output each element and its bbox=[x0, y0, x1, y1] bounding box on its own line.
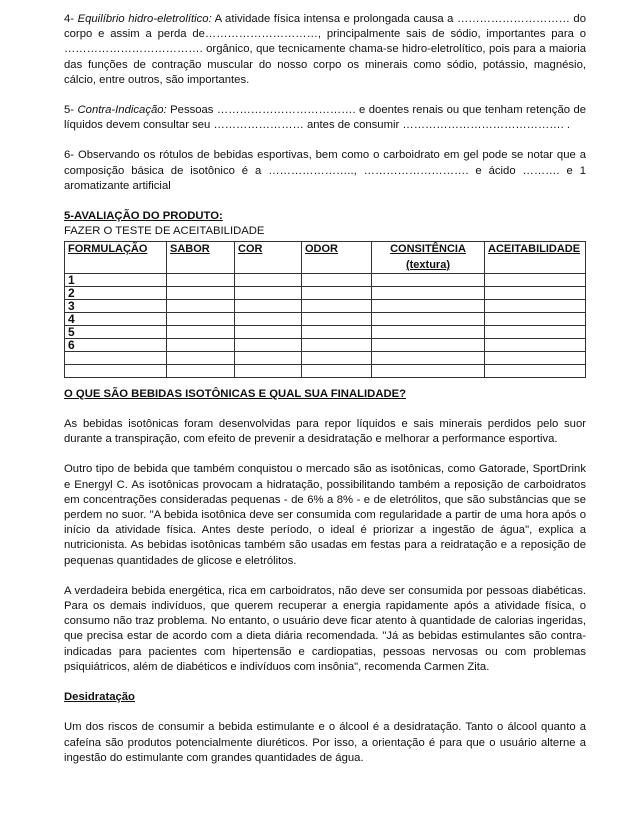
section-4-text: A atividade física intensa e prolongada causa a ………………………… do corpo e assim a perda de…………………………, principalmente sais de sódio, importantes para o ………………………………. orgânico, que tecnicamente chama-se hidro-eletrolítico, pois para a maioria das funções de contração muscular do nosso corpo os minerais como sódio, potássio, magnésio, cálcio, entre outros, são importantes. bbox=[64, 13, 586, 86]
column-header-text: CONSITÊNCIA bbox=[390, 243, 466, 256]
table-cell bbox=[485, 312, 586, 325]
row-number-cell: 4 bbox=[65, 312, 167, 325]
column-header: SABOR bbox=[167, 242, 235, 273]
row-number-cell: 1 bbox=[65, 273, 167, 286]
table-cell bbox=[302, 338, 372, 351]
table-row bbox=[65, 364, 586, 377]
section-4-title: Equilíbrio hidro-eletrolítico: bbox=[77, 13, 212, 25]
table-cell bbox=[372, 286, 485, 299]
dehydration-heading: Desidratação bbox=[64, 691, 135, 704]
table-cell bbox=[485, 364, 586, 377]
table-cell bbox=[167, 325, 235, 338]
table-cell bbox=[372, 312, 485, 325]
table-row bbox=[65, 299, 586, 312]
table-row bbox=[65, 273, 586, 286]
table-cell bbox=[302, 351, 372, 364]
table-cell bbox=[235, 299, 302, 312]
table-cell bbox=[167, 273, 235, 286]
table-cell bbox=[485, 338, 586, 351]
table-cell bbox=[167, 351, 235, 364]
table-cell bbox=[235, 312, 302, 325]
table-cell bbox=[372, 338, 485, 351]
table-row bbox=[65, 351, 586, 364]
row-number-cell: 6 bbox=[65, 338, 167, 351]
table-cell bbox=[302, 273, 372, 286]
table-cell bbox=[302, 364, 372, 377]
table-cell bbox=[235, 364, 302, 377]
table-cell bbox=[235, 351, 302, 364]
article-paragraph-3: A verdadeira bebida energética, rica em carboidratos, não deve ser consumida por pessoas diabéticas. Para os demais indivíduos, que querem recuperar a energia rapidamente após a atividade física, o consumo não traz problema. No entanto, o usuário deve ficar atento à quantidade de calorias ingeridas, que precisa estar de acordo com a dieta diária recomendada. "Já as bebidas estimulantes são contra-indicadas para pacientes com hipertensão e cardiopatias, pessoas nervosas ou com problemas psiquiátricos, além de diabéticos e indivíduos com insônia", recomenda Carmen Zita. bbox=[64, 584, 586, 673]
table-cell bbox=[167, 299, 235, 312]
table-cell bbox=[485, 273, 586, 286]
column-header: ODOR bbox=[302, 242, 372, 273]
article-paragraph-2: Outro tipo de bebida que também conquistou o mercado são as isotônicas, como Gatorade, SportDrink e Energyl C. As isotônicas provocam a hidratação, possibilitando também a reposição de carboidratos em concentrações consideradas pequenas - de 6% a 8% - e de eletrólitos, que são substâncias que se perdem no suor. "A bebida isotônica deve ser consumida com regularidade a partir de uma hora após o início da atividade física. Antes deste período, o ideal é priorizar a ingestão de água", explica a nutricionista. As bebidas isotônicas também são usadas em festas para a reidratação e a reposição de pequenas quantidades de glicose e eletrólitos. bbox=[64, 463, 586, 567]
table-cell bbox=[372, 299, 485, 312]
section-5-paragraph bbox=[64, 103, 586, 133]
evaluation-subheading: FAZER O TESTE DE ACEITABILIDADE bbox=[64, 225, 265, 238]
table-cell bbox=[167, 312, 235, 325]
article-heading: O QUE SÃO BEBIDAS ISOTÔNICAS E QUAL SUA FINALIDADE? bbox=[64, 387, 407, 400]
table-cell bbox=[167, 364, 235, 377]
table-cell bbox=[372, 325, 485, 338]
table-cell bbox=[485, 299, 586, 312]
column-header: ACEITABILIDADE bbox=[485, 242, 586, 273]
section-5-text: Pessoas ………………………………. e doentes renais ou que tenham retenção de líquidos devem consultar seu …………………… antes de consumir ……………………………………. . bbox=[64, 104, 587, 132]
table-cell bbox=[302, 325, 372, 338]
table-cell bbox=[302, 312, 372, 325]
section-6-paragraph: 6- Observando os rótulos de bebidas esportivas, bem como o carboidrato em gel pode se notar que a composição básica de isotônico é a ………………….., ………………………. e ácido ………. e 1 aromatizante artificial bbox=[64, 149, 586, 192]
table-cell bbox=[235, 286, 302, 299]
article-paragraph-4: Um dos riscos de consumir a bebida estimulante e o álcool é a desidratação. Tanto o álcool quanto a cafeína são produtos potencialmente diuréticos. Por isso, a orientação é para que o usuário alterne a ingestão do estimulante com grandes quantidades de água. bbox=[64, 721, 586, 764]
table-header-row bbox=[65, 242, 586, 273]
row-number-cell: 3 bbox=[65, 299, 167, 312]
table-row bbox=[65, 286, 586, 299]
section-5-number: 5- bbox=[64, 104, 75, 117]
table-cell bbox=[235, 273, 302, 286]
table-cell bbox=[372, 351, 485, 364]
table-cell bbox=[167, 286, 235, 299]
column-header-note: (textura) bbox=[405, 258, 450, 271]
table-cell bbox=[302, 299, 372, 312]
table-cell bbox=[167, 338, 235, 351]
section-4-paragraph bbox=[64, 12, 586, 88]
table-cell bbox=[235, 325, 302, 338]
row-number-cell: 5 bbox=[65, 325, 167, 338]
table-row bbox=[65, 325, 586, 338]
table-cell bbox=[372, 364, 485, 377]
column-header: COR bbox=[235, 242, 302, 273]
row-number-cell bbox=[65, 351, 167, 364]
row-number-cell: 2 bbox=[65, 286, 167, 299]
table-cell bbox=[485, 351, 586, 364]
table-cell bbox=[235, 338, 302, 351]
table-cell bbox=[485, 286, 586, 299]
document-page bbox=[64, 12, 586, 766]
acceptability-table bbox=[64, 241, 586, 377]
section-4-number: 4- bbox=[64, 13, 75, 25]
table-cell bbox=[372, 273, 485, 286]
table-row bbox=[65, 312, 586, 325]
column-header-consistency bbox=[372, 242, 485, 273]
row-number-cell bbox=[65, 364, 167, 377]
column-header: FORMULAÇÃO bbox=[65, 242, 167, 273]
table-cell bbox=[302, 286, 372, 299]
evaluation-heading: 5-AVALIAÇÃO DO PRODUTO: bbox=[64, 210, 223, 223]
section-5-title: Contra-Indicação: bbox=[77, 104, 167, 117]
table-cell bbox=[485, 325, 586, 338]
article-paragraph-1: As bebidas isotônicas foram desenvolvidas para repor líquidos e sais minerais perdidos pelo suor durante a transpiração, com efeito de prevenir a desidratação e melhorar a performance esportiva. bbox=[64, 418, 586, 446]
table-row bbox=[65, 338, 586, 351]
